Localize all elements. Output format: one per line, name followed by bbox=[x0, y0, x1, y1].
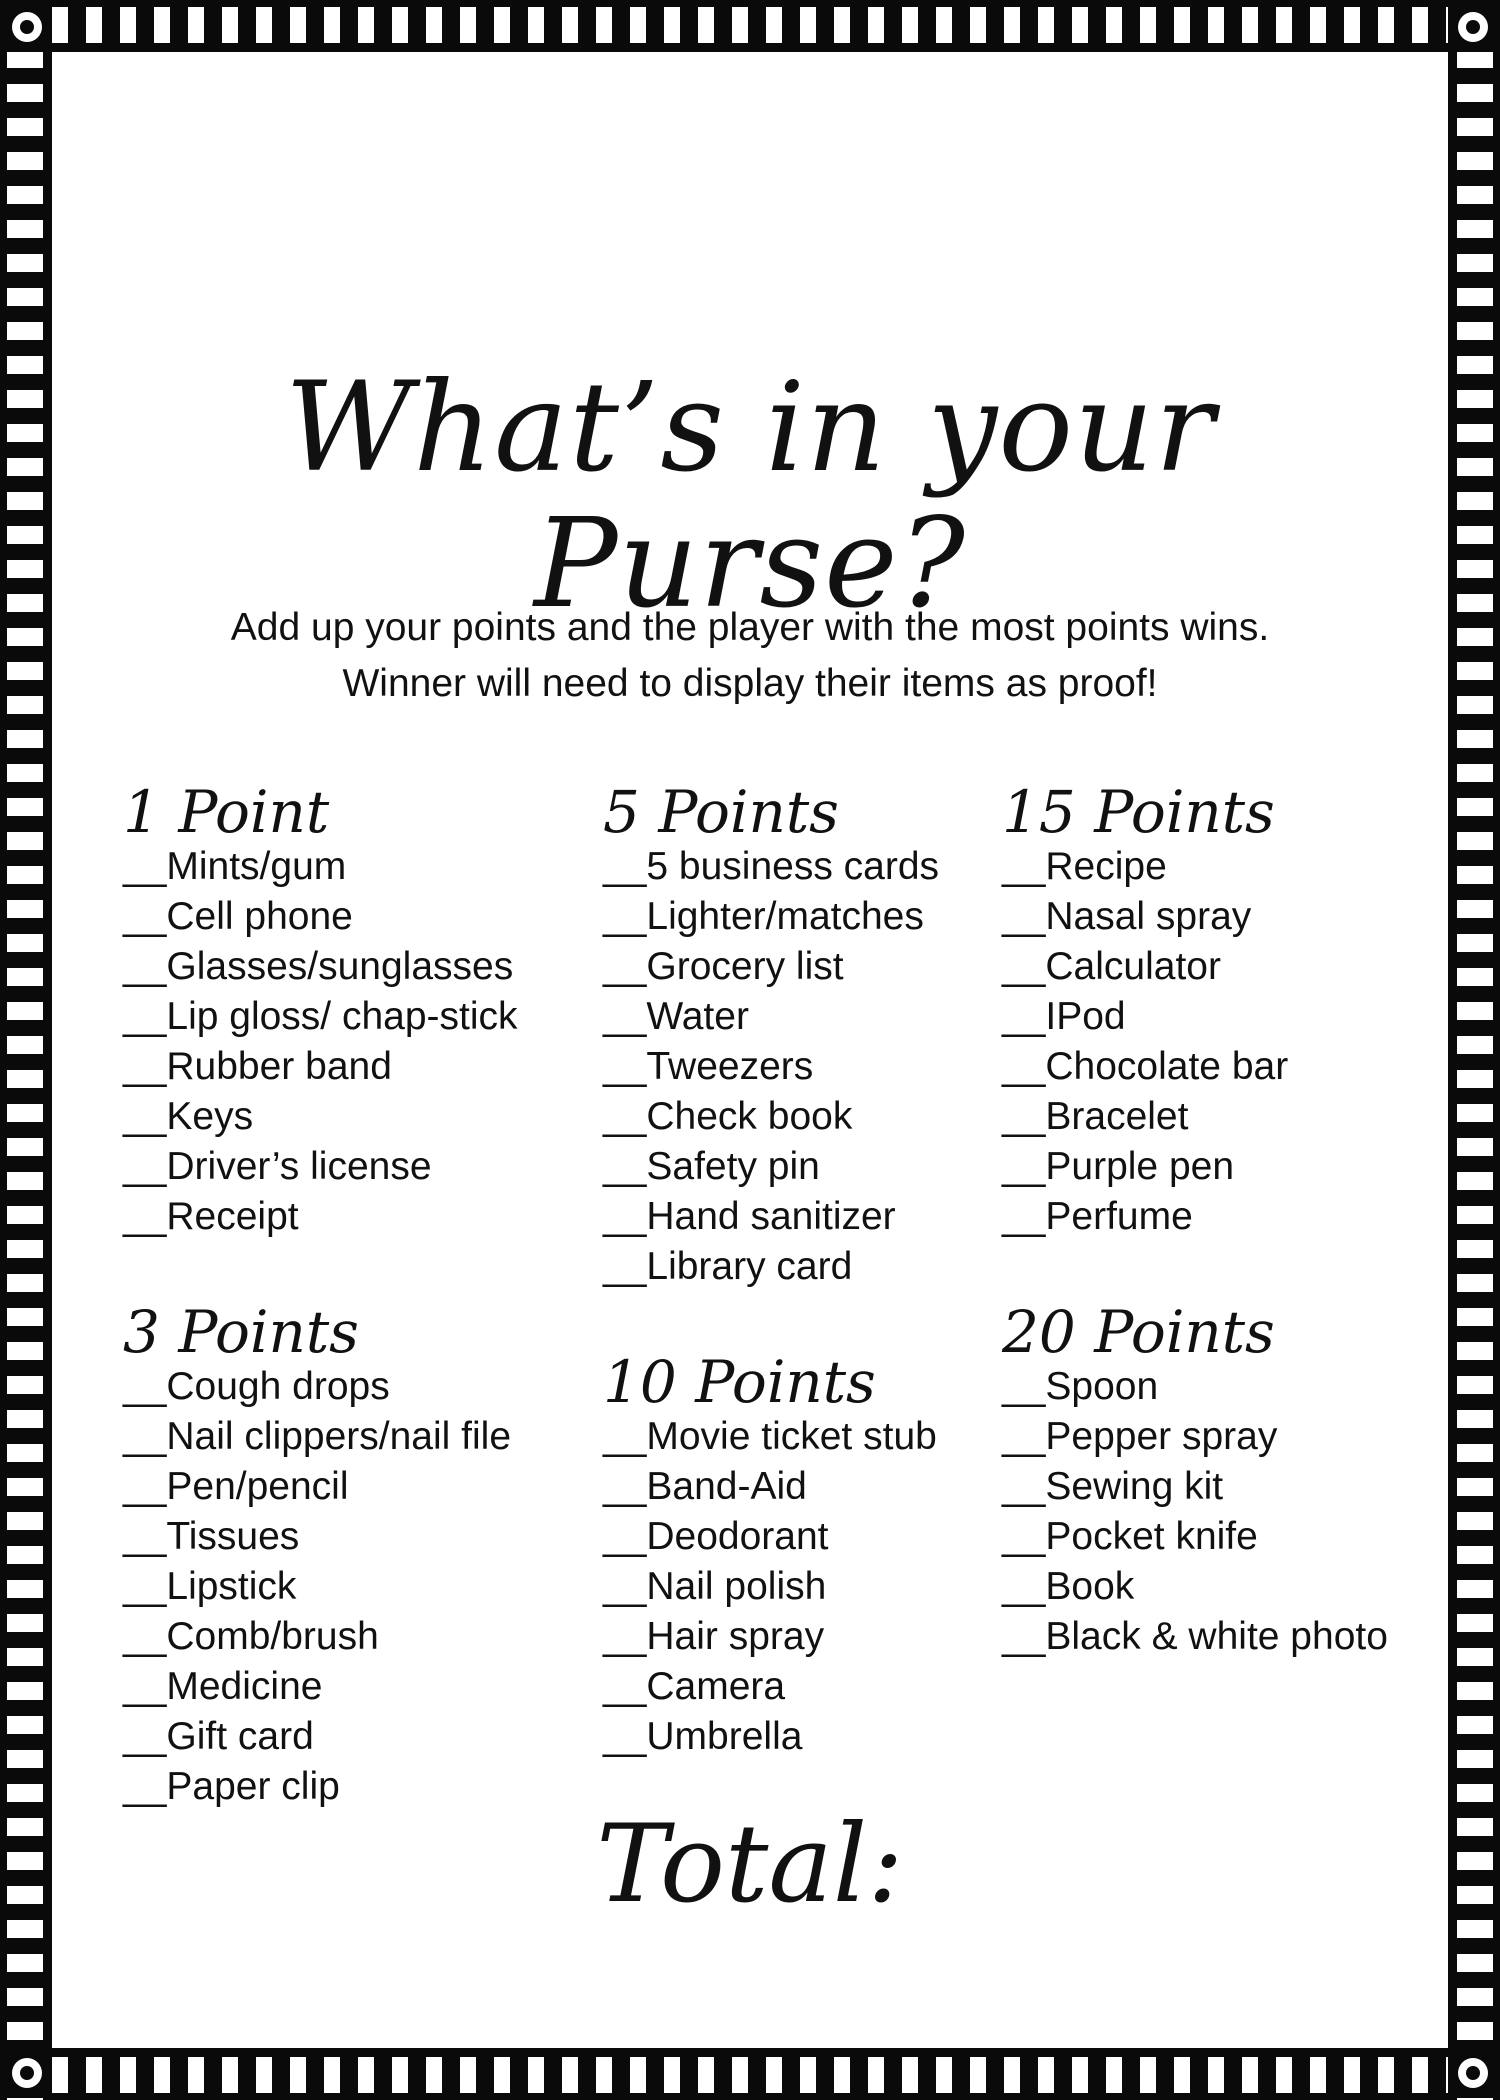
list-item: __Nail polish bbox=[603, 1565, 827, 1608]
item-list bbox=[123, 842, 518, 1242]
list-item: __Grocery list bbox=[603, 945, 844, 988]
corner-dot-icon bbox=[2, 2048, 52, 2098]
list-item: __Movie ticket stub bbox=[603, 1415, 937, 1458]
group-heading: 20 Points bbox=[1002, 1298, 1275, 1366]
points-group-5 bbox=[603, 780, 939, 1292]
list-item: __Keys bbox=[123, 1095, 254, 1138]
list-item: __Sewing kit bbox=[1002, 1465, 1224, 1508]
list-item: __Nail clippers/nail file bbox=[123, 1415, 512, 1458]
list-item: __IPod bbox=[1002, 995, 1126, 1038]
list-item: __Safety pin bbox=[603, 1145, 820, 1188]
list-item: __Lip gloss/ chap-stick bbox=[123, 995, 518, 1038]
instructions bbox=[100, 600, 1400, 712]
points-group-10 bbox=[603, 1350, 937, 1762]
list-item: __Purple pen bbox=[1002, 1145, 1235, 1188]
points-group-20 bbox=[1002, 1300, 1388, 1662]
list-item: __Comb/brush bbox=[123, 1615, 379, 1658]
list-item: __Umbrella bbox=[603, 1715, 803, 1758]
instructions-line: Add up your points and the player with the most points wins. bbox=[230, 606, 1270, 649]
corner-dot-icon bbox=[2, 2, 52, 52]
group-heading: 3 Points bbox=[123, 1298, 359, 1366]
list-item: __Camera bbox=[603, 1665, 786, 1708]
instructions-line: Winner will need to display their items as proof! bbox=[342, 662, 1158, 705]
list-item: __Glasses/sunglasses bbox=[123, 945, 514, 988]
border-left bbox=[0, 0, 52, 2100]
points-group-1 bbox=[123, 780, 518, 1242]
list-item: __Mints/gum bbox=[123, 845, 347, 888]
item-list bbox=[123, 1362, 511, 1812]
corner-dot-icon bbox=[1448, 2048, 1498, 2098]
border-top bbox=[0, 0, 1500, 52]
group-heading: 15 Points bbox=[1002, 778, 1275, 846]
group-heading: 10 Points bbox=[603, 1348, 876, 1416]
border-right bbox=[1448, 0, 1500, 2100]
list-item: __Pepper spray bbox=[1002, 1415, 1278, 1458]
list-item: __Chocolate bar bbox=[1002, 1045, 1289, 1088]
list-item: __Water bbox=[603, 995, 749, 1038]
list-item: __Gift card bbox=[123, 1715, 314, 1758]
list-item: __Receipt bbox=[123, 1195, 299, 1238]
points-group-3 bbox=[123, 1300, 511, 1812]
list-item: __Band-Aid bbox=[603, 1465, 807, 1508]
list-item: __5 business cards bbox=[603, 845, 940, 888]
border-bottom bbox=[0, 2048, 1500, 2100]
list-item: __Rubber band bbox=[123, 1045, 392, 1088]
list-item: __Calculator bbox=[1002, 945, 1221, 988]
list-item: __Driver’s license bbox=[123, 1145, 432, 1188]
list-item: __Book bbox=[1002, 1565, 1135, 1608]
list-item: __Spoon bbox=[1002, 1365, 1159, 1408]
item-list bbox=[603, 842, 939, 1292]
page-title: What’s in your Purse? bbox=[284, 356, 1216, 637]
list-item: __Tissues bbox=[123, 1515, 300, 1558]
group-heading: 5 Points bbox=[603, 778, 839, 846]
list-item: __Nasal spray bbox=[1002, 895, 1252, 938]
list-item: __Cough drops bbox=[123, 1365, 390, 1408]
group-heading: 1 Point bbox=[123, 778, 330, 846]
list-item: __Library card bbox=[603, 1245, 853, 1288]
list-item: __Lipstick bbox=[123, 1565, 297, 1608]
list-item: __Pen/pencil bbox=[123, 1465, 349, 1508]
list-item: __Cell phone bbox=[123, 895, 353, 938]
list-item: __Paper clip bbox=[123, 1765, 340, 1808]
list-item: __Lighter/matches bbox=[603, 895, 924, 938]
item-list bbox=[1002, 1362, 1388, 1662]
list-item: __Tweezers bbox=[603, 1045, 814, 1088]
points-group-15 bbox=[1002, 780, 1288, 1242]
list-item: __Hair spray bbox=[603, 1615, 825, 1658]
list-item: __Pocket knife bbox=[1002, 1515, 1258, 1558]
total-label: Total: bbox=[596, 1802, 904, 1927]
corner-dot-icon bbox=[1448, 2, 1498, 52]
list-item: __Check book bbox=[603, 1095, 853, 1138]
list-item: __Black & white photo bbox=[1002, 1615, 1388, 1658]
list-item: __Perfume bbox=[1002, 1195, 1193, 1238]
item-list bbox=[603, 1412, 937, 1762]
item-list bbox=[1002, 842, 1288, 1242]
list-item: __Recipe bbox=[1002, 845, 1167, 888]
list-item: __Deodorant bbox=[603, 1515, 829, 1558]
list-item: __Medicine bbox=[123, 1665, 323, 1708]
list-item: __Bracelet bbox=[1002, 1095, 1189, 1138]
list-item: __Hand sanitizer bbox=[603, 1195, 896, 1238]
